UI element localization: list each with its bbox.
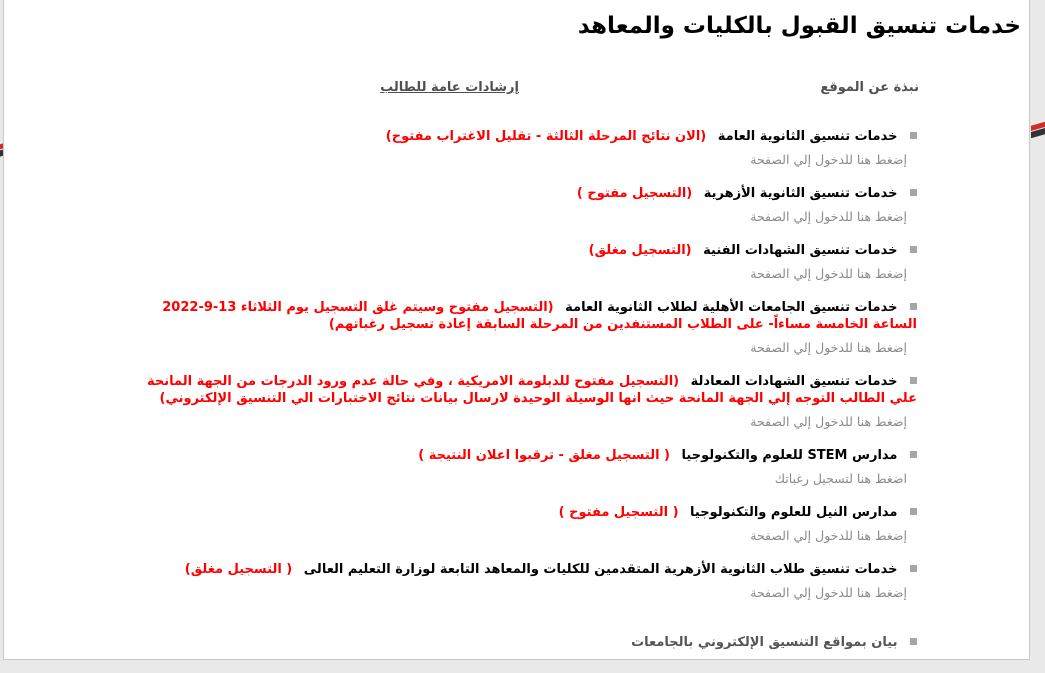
service-name: خدمات تنسيق الشهادات المعادلة <box>690 374 898 389</box>
service-status: ( التسجيل مفتوح ) <box>558 505 679 520</box>
content-card <box>3 0 1030 660</box>
link-about-site[interactable]: نبذة عن الموقع <box>820 80 919 95</box>
service-status: (التسجيل مفتوح للدبلومة الامريكية ، وفي حالة عدم ورود الدرجات من الجهة المانحة علي الطالب التوجه إلي الجهة المانحة حيث انها الوسيلة الوحيدة لارسال بيانات نتائج الاختبارات الي التنسيق الإلكتروني) <box>147 374 917 406</box>
service-name: خدمات تنسيق الجامعات الأهلية لطلاب الثانوية العامة <box>565 300 898 315</box>
top-links-row <box>119 76 919 95</box>
service-page-link[interactable]: اضغط هنا لتسجيل رغباتك <box>774 471 907 486</box>
page-title: خدمات تنسيق القبول بالكليات والمعاهد <box>577 12 1021 39</box>
service-item-azhari-higher-education <box>119 561 917 600</box>
service-page-link[interactable]: إضغط هنا للدخول إلي الصفحة <box>750 266 907 281</box>
service-status: ( التسجيل مغلق - ترقبوا اعلان النتيجة ) <box>418 448 670 463</box>
service-name: مدارس STEM للعلوم والتكنولوجيا <box>681 448 898 463</box>
square-bullet-icon <box>910 132 917 139</box>
service-name: خدمات تنسيق الثانوية العامة <box>717 129 898 144</box>
services-list <box>119 128 917 651</box>
square-bullet-icon <box>910 189 917 196</box>
square-bullet-icon <box>910 451 917 458</box>
service-status: (الان نتائج المرحلة الثالثة - تقليل الاغتراب مفتوح) <box>385 129 707 144</box>
service-page-link[interactable]: إضغط هنا للدخول إلي الصفحة <box>750 209 907 224</box>
service-page-link[interactable]: إضغط هنا للدخول إلي الصفحة <box>750 528 907 543</box>
service-item-nile-schools <box>119 504 917 543</box>
service-item-general-secondary <box>119 128 917 167</box>
service-item-stem-schools <box>119 447 917 486</box>
service-page-link[interactable]: إضغط هنا للدخول إلي الصفحة <box>750 340 907 355</box>
square-bullet-icon <box>910 508 917 515</box>
service-item-university-sites-list <box>119 634 917 651</box>
square-bullet-icon <box>910 638 917 645</box>
nav-cell-about <box>519 76 919 95</box>
service-item-azhari-secondary <box>119 185 917 224</box>
service-page-link[interactable]: إضغط هنا للدخول إلي الصفحة <box>750 414 907 429</box>
service-status: (التسجيل مفتوح وسيتم غلق التسجيل يوم الثلاثاء 13-9-2022 الساعة الخامسة مساءاً- على الطلاب المستنفدين من المرحلة السابقة إعادة تسجيل رغباتهم) <box>162 300 917 332</box>
service-name: مدارس النيل للعلوم والتكنولوجيا <box>690 505 898 520</box>
service-page-link[interactable]: إضغط هنا للدخول إلي الصفحة <box>750 152 907 167</box>
service-status: (التسجيل مفتوح ) <box>576 186 693 201</box>
service-item-equivalent-certificates <box>119 373 917 429</box>
service-name: خدمات تنسيق الثانوية الأزهرية <box>703 186 898 201</box>
square-bullet-icon <box>910 565 917 572</box>
service-name[interactable]: بيان بمواقع التنسيق الإلكتروني بالجامعات <box>631 635 898 650</box>
square-bullet-icon <box>910 246 917 253</box>
service-status: (التسجيل مغلق) <box>588 243 692 258</box>
square-bullet-icon <box>910 303 917 310</box>
egypt-flag-decoration-right <box>1031 116 1045 158</box>
nav-cell-guidelines <box>119 76 519 95</box>
service-name: خدمات تنسيق طلاب الثانوية الأزهرية المتقدمين للكليات والمعاهد التابعة لوزارة التعليم العالى <box>303 562 898 577</box>
square-bullet-icon <box>910 377 917 384</box>
service-item-private-universities <box>119 299 917 355</box>
service-item-technical-certificates <box>119 242 917 281</box>
link-student-guidelines[interactable]: إرشادات عامة للطالب <box>380 80 519 95</box>
service-name: خدمات تنسيق الشهادات الفنية <box>703 243 898 258</box>
service-status: ( التسجيل مغلق) <box>184 562 293 577</box>
service-page-link[interactable]: إضغط هنا للدخول إلي الصفحة <box>750 585 907 600</box>
